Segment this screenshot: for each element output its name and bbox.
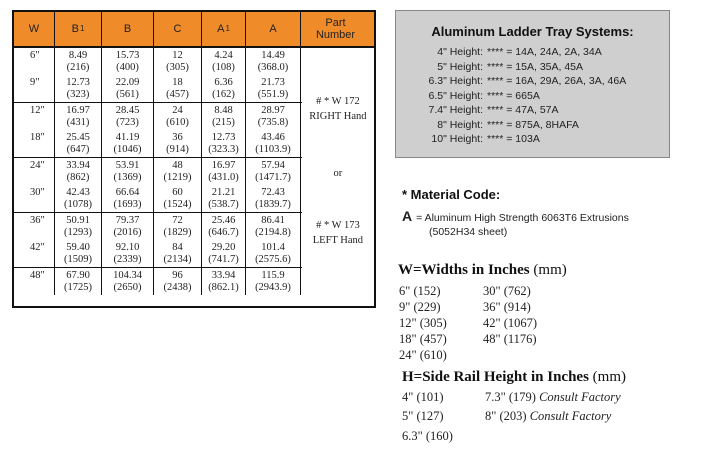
cell-width: 9" bbox=[14, 75, 55, 102]
aluminum-title: Aluminum Ladder Tray Systems: bbox=[431, 24, 634, 39]
or-label: or bbox=[333, 168, 343, 179]
cell-b-inches: 28.45 bbox=[115, 105, 140, 116]
right-hand-part bbox=[302, 94, 374, 124]
cell-b1-inches: 50.91 bbox=[66, 215, 90, 226]
cell-b-mm: (723) bbox=[116, 116, 139, 128]
cell-b bbox=[102, 75, 154, 102]
cell-b-inches: 53.91 bbox=[115, 160, 140, 171]
consult-factory-note: Consult Factory bbox=[529, 409, 612, 423]
aluminum-height-label: 6.5" Height: bbox=[428, 89, 483, 102]
cell-a1-inches: 25.46 bbox=[211, 215, 236, 226]
aluminum-height-label: 5" Height: bbox=[437, 60, 483, 73]
left-hand-code: # * W 173 bbox=[316, 220, 360, 231]
cell-b1-mm: (862) bbox=[66, 171, 90, 183]
aluminum-height-line bbox=[426, 61, 666, 73]
cell-b1-inches: 12.73 bbox=[66, 77, 90, 88]
cell-a bbox=[246, 240, 301, 267]
consult-factory-note: Consult Factory bbox=[539, 390, 621, 404]
table-row bbox=[14, 213, 302, 240]
table-header bbox=[14, 12, 374, 48]
width-option: 6" (152) bbox=[399, 284, 441, 298]
height-value: 4" (101) bbox=[402, 390, 444, 404]
table-row bbox=[14, 130, 302, 157]
width-option: 42" (1067) bbox=[483, 316, 538, 330]
aluminum-height-line bbox=[426, 75, 666, 87]
left-hand-label: LEFT Hand bbox=[312, 235, 364, 246]
cell-b-inches: 92.10 bbox=[115, 242, 140, 253]
cell-a1 bbox=[202, 103, 246, 130]
cell-a1 bbox=[202, 185, 246, 212]
cell-b1 bbox=[55, 213, 102, 240]
cell-a1-mm: (323.3) bbox=[208, 143, 239, 155]
cell-a-inches: 72.43 bbox=[261, 187, 285, 198]
cell-b-mm: (2650) bbox=[113, 281, 142, 293]
aluminum-systems-box bbox=[395, 10, 670, 158]
aluminum-height-line bbox=[426, 133, 666, 145]
width-option: 48" (1176) bbox=[483, 332, 537, 346]
cell-c-inches: 96 bbox=[172, 270, 183, 281]
cell-c-mm: (610) bbox=[166, 116, 189, 128]
cell-b1 bbox=[55, 75, 102, 102]
aluminum-height-codes: **** = 47A, 57A bbox=[487, 104, 559, 116]
cell-a bbox=[246, 75, 301, 102]
cell-a1 bbox=[202, 130, 246, 157]
cell-c bbox=[154, 185, 202, 212]
cell-a-mm: (735.8) bbox=[257, 116, 289, 128]
cell-a-inches: 14.49 bbox=[261, 50, 285, 61]
cell-b1-inches: 59.40 bbox=[66, 242, 90, 253]
cell-a1-mm: (431.0) bbox=[208, 171, 239, 183]
aluminum-height-codes: **** = 875A, 8HAFA bbox=[487, 118, 579, 131]
cell-b bbox=[102, 48, 154, 75]
cell-a-mm: (2943.9) bbox=[255, 281, 291, 293]
cell-a bbox=[246, 213, 301, 240]
aluminum-height-codes: **** = 665A bbox=[487, 89, 540, 102]
cell-a1-inches: 8.48 bbox=[214, 105, 233, 116]
cell-a1-inches: 29.20 bbox=[211, 242, 236, 253]
cell-b-mm: (1046) bbox=[113, 143, 142, 155]
cell-width: 42" bbox=[14, 240, 55, 267]
cell-a-inches: 43.46 bbox=[261, 132, 285, 143]
cell-c-mm: (2134) bbox=[163, 253, 192, 265]
cell-b1-inches: 8.49 bbox=[68, 50, 88, 61]
aluminum-height-line bbox=[426, 46, 666, 58]
table-row-group bbox=[14, 103, 302, 158]
cell-b-mm: (561) bbox=[116, 88, 139, 100]
table-row-group bbox=[14, 213, 302, 268]
cell-a1-inches: 12.73 bbox=[211, 132, 236, 143]
right-hand-code: # * W 172 bbox=[316, 96, 360, 107]
table-row bbox=[14, 185, 302, 212]
aluminum-height-label: 10" Height: bbox=[431, 133, 483, 145]
height-value: 6.3" (160) bbox=[402, 429, 453, 443]
cell-a bbox=[246, 268, 301, 295]
height-value: 7.3" (179) bbox=[485, 390, 536, 404]
aluminum-height-label: 8" Height: bbox=[437, 118, 483, 131]
cell-c bbox=[154, 103, 202, 130]
cell-b-inches: 79.37 bbox=[115, 215, 140, 226]
cell-a1 bbox=[202, 240, 246, 267]
cell-a1-mm: (862.1) bbox=[208, 281, 239, 293]
table-body bbox=[14, 48, 374, 306]
cell-b1 bbox=[55, 103, 102, 130]
cell-b1-inches: 33.94 bbox=[66, 160, 90, 171]
cell-b1 bbox=[55, 48, 102, 75]
cell-a-inches: 101.4 bbox=[261, 242, 285, 253]
height-value: 8" (203) bbox=[485, 409, 527, 423]
cell-b-inches: 22.09 bbox=[115, 77, 140, 88]
cell-c-inches: 72 bbox=[172, 215, 183, 226]
height-option bbox=[402, 390, 444, 405]
cell-a bbox=[246, 130, 301, 157]
cell-a bbox=[246, 158, 301, 185]
data-columns bbox=[14, 48, 302, 306]
header-a1: A 1 bbox=[202, 12, 246, 46]
aluminum-height-label: 6.3" Height: bbox=[428, 75, 483, 87]
cell-c bbox=[154, 75, 202, 102]
header-part-number: Part Number bbox=[315, 17, 356, 41]
cell-width: 12" bbox=[14, 103, 55, 130]
cell-c-mm: (1524) bbox=[163, 198, 192, 210]
cell-a bbox=[246, 103, 301, 130]
height-value: 5" (127) bbox=[402, 409, 444, 423]
width-option: 18" (457) bbox=[399, 332, 447, 346]
cell-a-mm: (2194.8) bbox=[255, 226, 291, 238]
cell-b bbox=[102, 158, 154, 185]
cell-width: 48" bbox=[14, 268, 55, 295]
width-option: 30" (762) bbox=[483, 284, 531, 298]
cell-b1-mm: (1078) bbox=[64, 198, 92, 210]
cell-b1-inches: 42.43 bbox=[66, 187, 90, 198]
cell-b bbox=[102, 103, 154, 130]
cell-a1 bbox=[202, 48, 246, 75]
header-b: B bbox=[102, 12, 154, 46]
cell-a1 bbox=[202, 158, 246, 185]
part-number-cell bbox=[302, 48, 374, 306]
cell-b1-mm: (1509) bbox=[64, 253, 92, 265]
cell-b1-inches: 67.90 bbox=[66, 270, 90, 281]
cell-c bbox=[154, 213, 202, 240]
aluminum-height-codes: **** = 16A, 29A, 26A, 3A, 46A bbox=[487, 75, 627, 87]
cell-b bbox=[102, 130, 154, 157]
aluminum-height-label: 4" Height: bbox=[437, 46, 483, 58]
cell-b-inches: 41.19 bbox=[115, 132, 140, 143]
aluminum-height-line bbox=[426, 119, 666, 131]
cell-a1-inches: 6.36 bbox=[214, 77, 233, 88]
cell-width: 30" bbox=[14, 185, 55, 212]
aluminum-height-codes: **** = 14A, 24A, 2A, 34A bbox=[487, 46, 602, 58]
cell-b1 bbox=[55, 268, 102, 295]
height-option bbox=[402, 429, 453, 444]
cell-b1 bbox=[55, 185, 102, 212]
width-option: 12" (305) bbox=[399, 316, 447, 330]
cell-b-mm: (1369) bbox=[113, 171, 142, 183]
cell-a1 bbox=[202, 75, 246, 102]
aluminum-height-label: 7.4" Height: bbox=[428, 104, 483, 116]
cell-c-inches: 36 bbox=[172, 132, 183, 143]
cell-a-mm: (1839.7) bbox=[255, 198, 291, 210]
table-row-group bbox=[14, 268, 302, 295]
cell-a1-mm: (646.7) bbox=[208, 226, 239, 238]
material-code-line bbox=[402, 208, 629, 224]
table-row bbox=[14, 240, 302, 267]
cell-b bbox=[102, 268, 154, 295]
cell-b bbox=[102, 240, 154, 267]
cell-b1-mm: (647) bbox=[66, 143, 90, 155]
cell-b1 bbox=[55, 240, 102, 267]
cell-c-inches: 12 bbox=[172, 50, 183, 61]
table-row bbox=[14, 158, 302, 185]
cell-c bbox=[154, 268, 202, 295]
cell-a1 bbox=[202, 268, 246, 295]
cell-c bbox=[154, 158, 202, 185]
table-row bbox=[14, 48, 302, 75]
cell-c-mm: (305) bbox=[166, 61, 189, 73]
cell-b1-mm: (216) bbox=[66, 61, 90, 73]
cell-c-inches: 24 bbox=[172, 105, 183, 116]
cell-a1-inches: 16.97 bbox=[211, 160, 236, 171]
height-option bbox=[402, 409, 444, 424]
cell-b1 bbox=[55, 158, 102, 185]
cell-a-inches: 86.41 bbox=[261, 215, 285, 226]
cell-a1-mm: (538.7) bbox=[208, 198, 239, 210]
cell-b1-inches: 25.45 bbox=[66, 132, 90, 143]
cell-a-inches: 115.9 bbox=[261, 270, 285, 281]
material-desc-sheet: (5052H34 sheet) bbox=[429, 226, 508, 238]
cell-b-mm: (1693) bbox=[113, 198, 142, 210]
cell-b-mm: (400) bbox=[116, 61, 139, 73]
cell-width: 24" bbox=[14, 158, 55, 185]
cell-b bbox=[102, 185, 154, 212]
cell-a1-mm: (108) bbox=[212, 61, 235, 73]
cell-a bbox=[246, 185, 301, 212]
cell-b-mm: (2016) bbox=[113, 226, 142, 238]
cell-a1-inches: 21.21 bbox=[211, 187, 236, 198]
width-option: 36" (914) bbox=[483, 300, 531, 314]
cell-b1-mm: (1293) bbox=[64, 226, 92, 238]
cell-c bbox=[154, 240, 202, 267]
cell-c-inches: 84 bbox=[172, 242, 183, 253]
aluminum-height-codes: **** = 15A, 35A, 45A bbox=[487, 60, 584, 73]
table-row-group bbox=[14, 158, 302, 213]
cell-a-inches: 28.97 bbox=[261, 105, 285, 116]
cell-a1 bbox=[202, 213, 246, 240]
material-desc: = Aluminum High Strength 6063T6 Extrusions bbox=[416, 212, 629, 224]
cell-a-mm: (368.0) bbox=[257, 61, 289, 73]
cell-a-inches: 21.73 bbox=[261, 77, 285, 88]
cell-a-mm: (1471.7) bbox=[255, 171, 291, 183]
table-row bbox=[14, 268, 302, 295]
cell-a1-inches: 33.94 bbox=[211, 270, 236, 281]
material-code-title: * Material Code: bbox=[402, 187, 501, 202]
cell-c-mm: (1219) bbox=[163, 171, 192, 183]
header-b1: B 1 bbox=[55, 12, 102, 46]
cell-a1-inches: 4.24 bbox=[214, 50, 233, 61]
table-row bbox=[14, 103, 302, 130]
height-option bbox=[485, 409, 611, 424]
right-hand-label: RIGHT Hand bbox=[309, 111, 367, 122]
cell-a bbox=[246, 48, 301, 75]
cell-width: 6" bbox=[14, 48, 55, 75]
cell-a-mm: (551.9) bbox=[257, 88, 289, 100]
cell-c-inches: 18 bbox=[172, 77, 183, 88]
cell-c-inches: 60 bbox=[172, 187, 183, 198]
cell-b1-mm: (431) bbox=[66, 116, 90, 128]
dimension-table bbox=[12, 10, 376, 308]
cell-b1-inches: 16.97 bbox=[66, 105, 90, 116]
cell-b1-mm: (323) bbox=[66, 88, 90, 100]
cell-width: 18" bbox=[14, 130, 55, 157]
header-a: A bbox=[246, 12, 301, 46]
aluminum-height-line bbox=[426, 104, 666, 116]
cell-c-mm: (914) bbox=[166, 143, 189, 155]
cell-b bbox=[102, 213, 154, 240]
left-hand-part bbox=[302, 218, 374, 248]
cell-a1-mm: (741.7) bbox=[208, 253, 239, 265]
heights-title: H=Side Rail Height in Inches (mm) bbox=[402, 369, 626, 385]
table-row bbox=[14, 75, 302, 102]
aluminum-height-codes: **** = 103A bbox=[487, 133, 540, 145]
width-option: 24" (610) bbox=[399, 348, 447, 362]
cell-a1-mm: (215) bbox=[212, 116, 235, 128]
aluminum-height-line bbox=[426, 90, 666, 102]
cell-b1-mm: (1725) bbox=[64, 281, 92, 293]
cell-c bbox=[154, 130, 202, 157]
cell-b1 bbox=[55, 130, 102, 157]
cell-c-mm: (457) bbox=[166, 88, 189, 100]
cell-a-mm: (1103.9) bbox=[255, 143, 291, 155]
material-letter: A bbox=[402, 208, 413, 224]
cell-b-inches: 104.34 bbox=[113, 270, 142, 281]
header-c: C bbox=[154, 12, 202, 46]
cell-a1-mm: (162) bbox=[212, 88, 235, 100]
width-option: 9" (229) bbox=[399, 300, 441, 314]
cell-a-inches: 57.94 bbox=[261, 160, 285, 171]
height-option bbox=[485, 390, 621, 405]
cell-b-inches: 66.64 bbox=[115, 187, 140, 198]
cell-a-mm: (2575.6) bbox=[255, 253, 291, 265]
cell-c-mm: (1829) bbox=[163, 226, 192, 238]
header-w: W bbox=[14, 12, 55, 46]
cell-b-inches: 15.73 bbox=[115, 50, 140, 61]
table-row-group bbox=[14, 48, 302, 103]
cell-c-mm: (2438) bbox=[163, 281, 192, 293]
cell-c-inches: 48 bbox=[172, 160, 183, 171]
cell-b-mm: (2339) bbox=[113, 253, 142, 265]
widths-title: W=Widths in Inches (mm) bbox=[398, 262, 567, 278]
cell-width: 36" bbox=[14, 213, 55, 240]
cell-c bbox=[154, 48, 202, 75]
